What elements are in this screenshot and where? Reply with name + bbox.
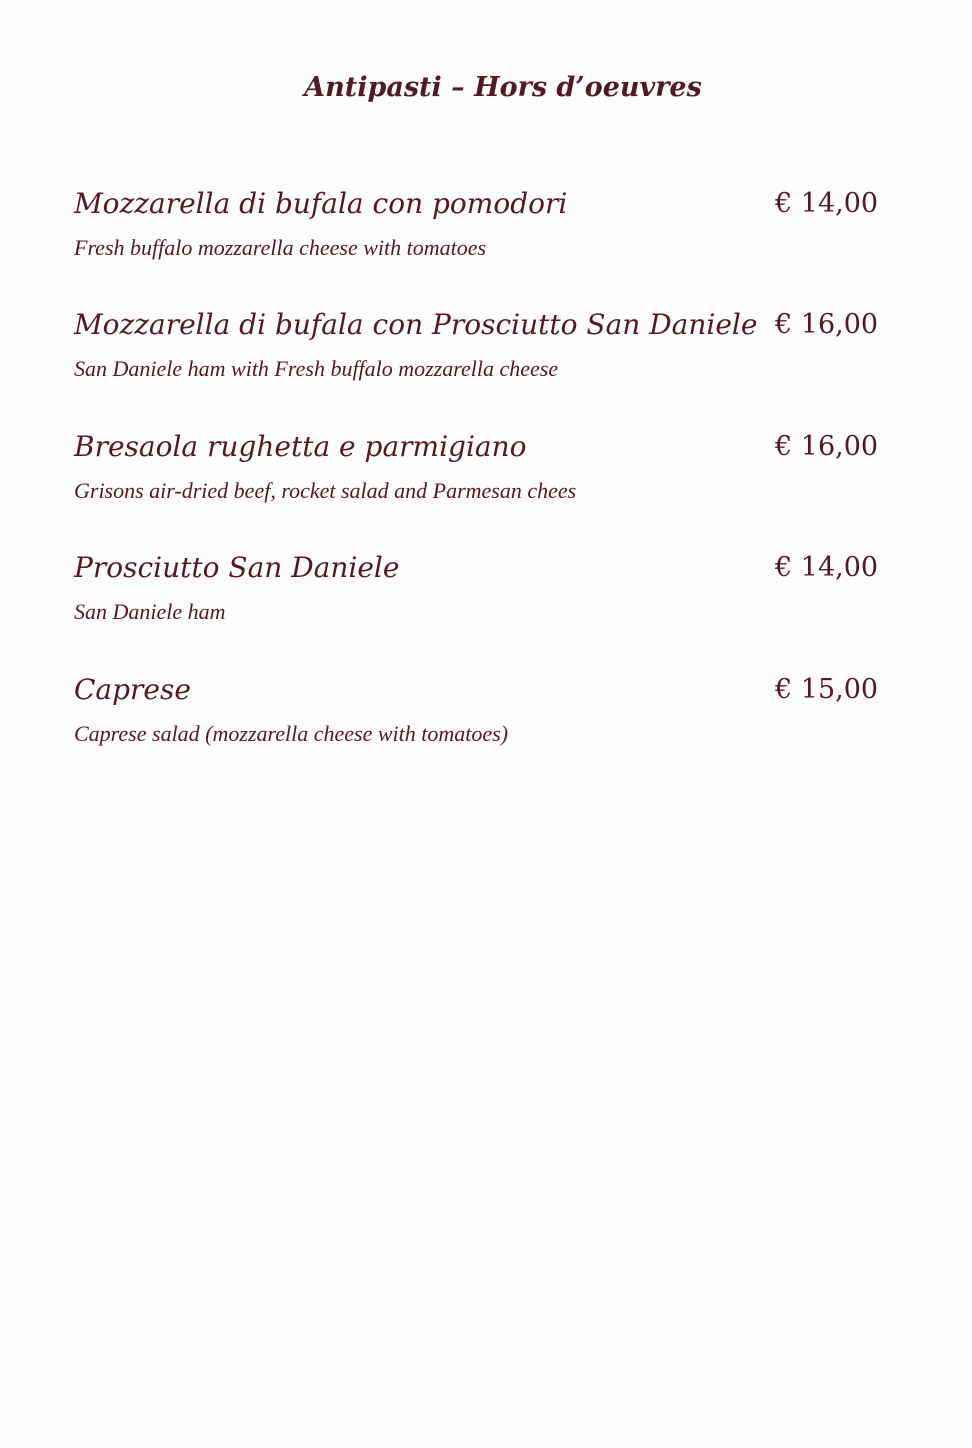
menu-item-name: Prosciutto San Daniele <box>74 551 400 584</box>
menu-item <box>74 548 894 638</box>
menu-item <box>74 184 894 274</box>
menu-item-description: San Daniele ham <box>74 599 226 624</box>
menu-item-name: Mozzarella di bufala con pomodori <box>74 187 568 220</box>
menu-item-description: Fresh buffalo mozzarella cheese with tomatoes <box>74 235 487 260</box>
menu-item-price: € 14,00 <box>775 552 879 583</box>
menu-item-description: Grisons air-dried beef, rocket salad and Parmesan chees <box>74 478 577 503</box>
menu-item-price: € 14,00 <box>775 188 879 219</box>
menu-section-title: Antipasti – Hors d’oeuvres <box>304 72 702 103</box>
menu-item-description: San Daniele ham with Fresh buffalo mozzarella cheese <box>74 356 559 381</box>
menu-item-name: Caprese <box>74 673 191 706</box>
menu-item <box>74 670 894 760</box>
menu-item-price: € 16,00 <box>775 309 879 340</box>
menu-item-price: € 15,00 <box>775 674 879 705</box>
menu-item-name: Bresaola rughetta e parmigiano <box>74 430 527 463</box>
menu-item <box>74 305 894 395</box>
menu-item-description: Caprese salad (mozzarella cheese with tomatoes) <box>74 721 509 746</box>
menu-item-name: Mozzarella di bufala con Prosciutto San Daniele <box>74 308 758 341</box>
menu-item <box>74 427 894 517</box>
menu-item-price: € 16,00 <box>775 431 879 462</box>
